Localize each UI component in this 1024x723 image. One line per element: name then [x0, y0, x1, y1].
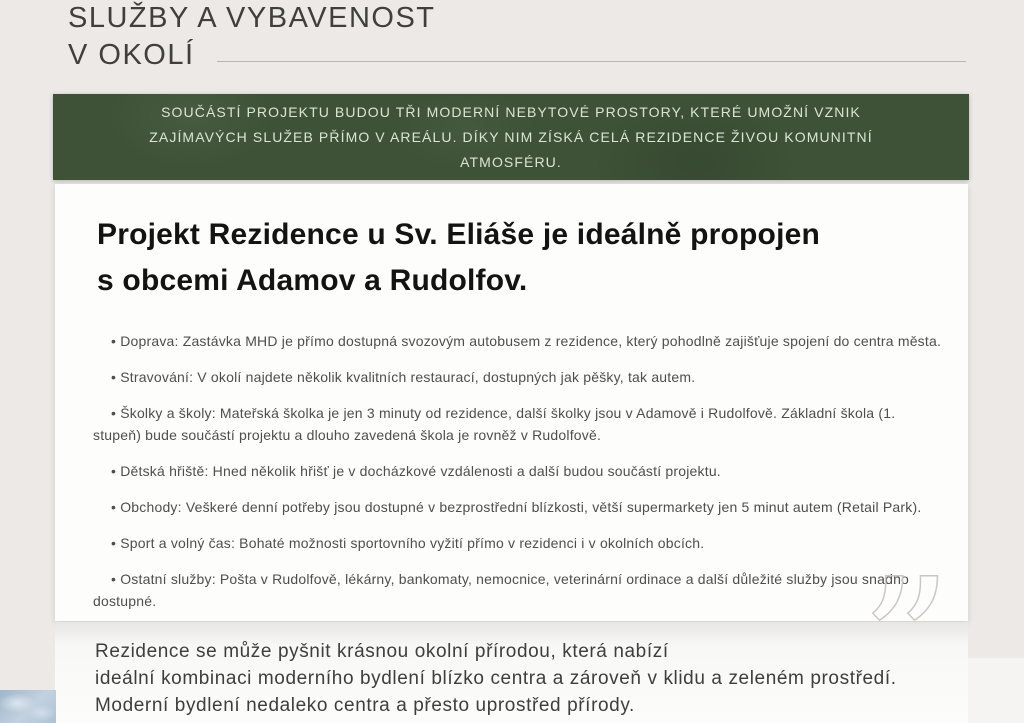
- title-rule: [217, 61, 966, 62]
- quote-section: [55, 622, 968, 723]
- list-item: • Sport a volný čas: Bohaté možnosti sportovního vyžití přímo v rezidenci i v okolních obcích.: [93, 532, 942, 554]
- card-heading-line-2: s obcemi Adamov a Rudolfov.: [97, 264, 528, 297]
- corner-photo: [0, 690, 56, 723]
- quote-line: ideální kombinaci moderního bydlení blízko centra a zároveň v klidu a zeleném prostředí.: [95, 668, 897, 689]
- quote-line: Moderní bydlení nedaleko centra a přesto uprostřed přírody.: [95, 695, 635, 716]
- quote-paragraph: [95, 638, 897, 719]
- page-title-line-1: SLUŽBY A VYBAVENOST: [68, 2, 436, 34]
- page-title: [68, 0, 966, 74]
- list-item: • Doprava: Zastávka MHD je přímo dostupná svozovým autobusem z rezidence, který pohodlně zajišťuje spojení do centra města.: [93, 330, 942, 352]
- list-item: • Školky a školy: Mateřská školka je jen 3 minuty od rezidence, další školky jsou v Adamově i Rudolfově. Základní škola (1. stupeň) bude součástí projektu a dlouho zavedená škola je rovněž v Rudolfově.: [93, 402, 942, 446]
- content-card: [55, 184, 968, 621]
- list-item: • Stravování: V okolí najdete několik kvalitních restaurací, dostupných jak pěšky, tak autem.: [93, 366, 942, 388]
- list-item: • Dětská hřiště: Hned několik hřišť je v docházkové vzdálenosti a další budou součástí projektu.: [93, 460, 942, 482]
- page-title-line-2: V OKOLÍ: [68, 39, 195, 71]
- card-heading: [97, 212, 932, 304]
- info-banner-text: SOUČÁSTÍ PROJEKTU BUDOU TŘI MODERNÍ NEBYTOVÉ PROSTORY, KTERÉ UMOŽNÍ VZNIK ZAJÍMAVÝCH SLUŽEB PŘÍMO V AREÁLU. DÍKY NIM ZÍSKÁ CELÁ REZIDENCE ŽIVOU KOMUNITNÍ ATMOSFÉRU.: [149, 103, 873, 170]
- amenities-list: [93, 330, 942, 612]
- list-item: • Obchody: Veškeré denní potřeby jsou dostupné v bezprostřední blízkosti, větší supermarkety jen 5 minut autem (Retail Park).: [93, 496, 942, 518]
- info-banner: [53, 94, 969, 180]
- list-item: • Ostatní služby: Pošta v Rudolfově, lékárny, bankomaty, nemocnice, veterinární ordinace a další důležité služby jsou snadno dostupné.: [93, 568, 942, 612]
- background-panel-fragment: [968, 658, 1024, 723]
- card-heading-line-1: Projekt Rezidence u Sv. Eliáše je ideálně propojen: [97, 218, 821, 251]
- quote-line: Rezidence se může pyšnit krásnou okolní přírodou, která nabízí: [95, 641, 669, 662]
